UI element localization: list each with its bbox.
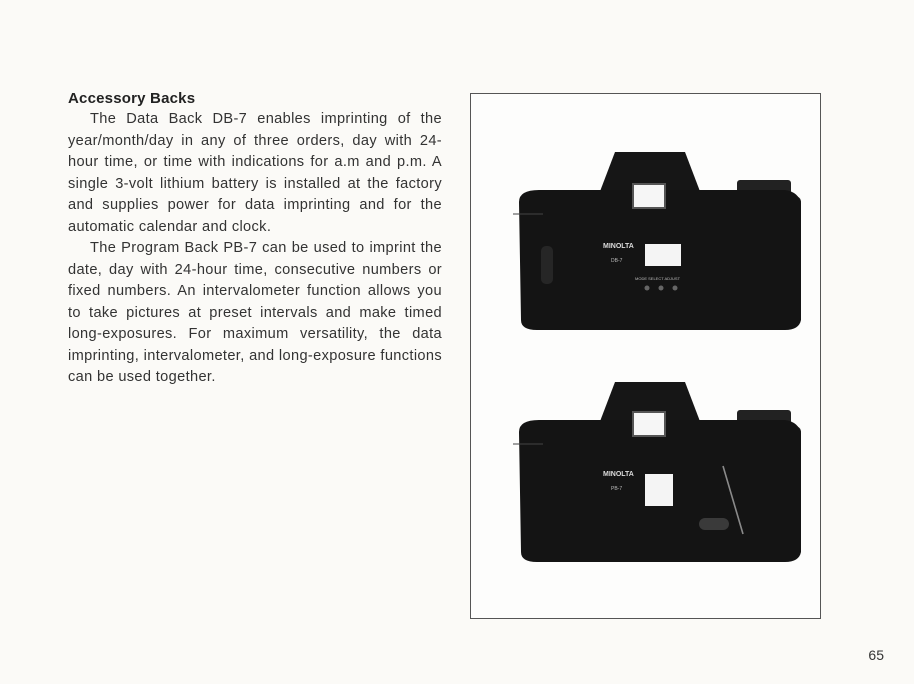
camera-brand-label: MINOLTA — [603, 471, 634, 478]
camera-buttons-label: MODE SELECT ADJUST — [635, 276, 681, 281]
camera-model-label: PB-7 — [611, 486, 623, 492]
camera-program-back-photo — [499, 376, 811, 566]
camera-brand-label: MINOLTA — [603, 243, 634, 250]
paragraph-program-back: The Program Back PB-7 can be used to imprint the date, day with 24-hour time, consecutive numbers or fixed numbers. An intervalometer function allows you to take pictures at preset intervals and make timed long-exposures. For maximum versatility, the data imprinting, intervalometer, and long-exposure functions can be used together. — [68, 240, 442, 385]
section-heading: Accessory Backs — [68, 90, 196, 107]
paragraph-data-back: The Data Back DB-7 enables imprinting of the year/month/day in any of three orders, day with 24-hour time, or time with indications for a.m and p.m. A single 3-volt lithium battery is installed at the factory and supplies power for data imprinting and for the automatic calendar and clock. — [68, 111, 442, 235]
text-column — [68, 90, 442, 389]
photo-frame — [470, 93, 821, 619]
page-number: 65 — [868, 647, 884, 663]
camera-data-back-photo — [499, 144, 811, 334]
camera-model-label: DB-7 — [611, 258, 623, 264]
